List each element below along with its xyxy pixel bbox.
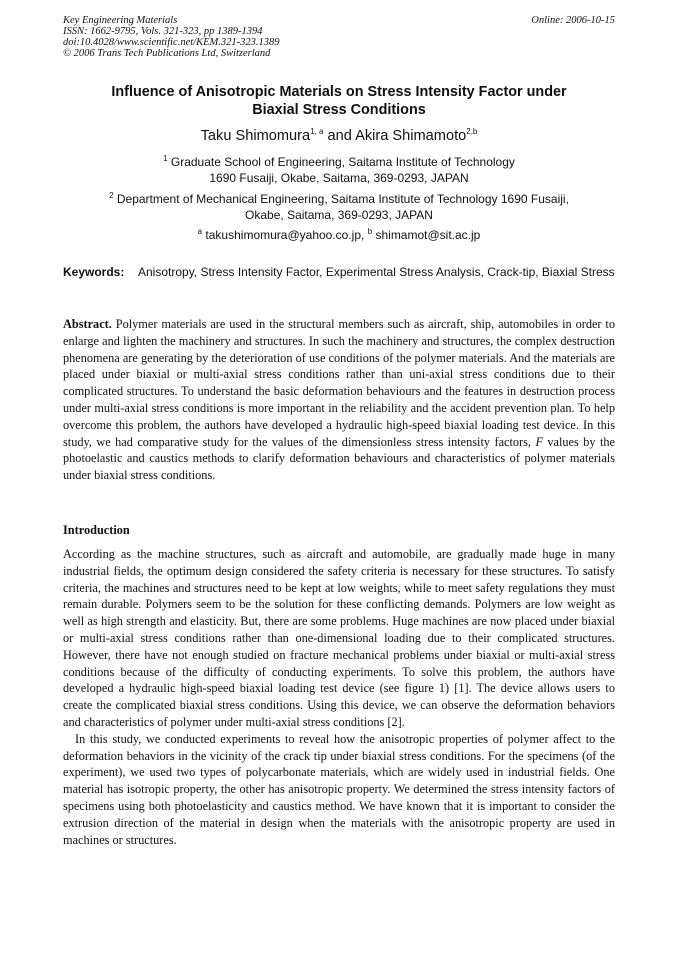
- journal-name: Key Engineering Materials: [63, 15, 178, 26]
- email-b: shimamot@sit.ac.jp: [372, 228, 481, 242]
- journal-header: [63, 15, 280, 59]
- affiliation-2-line-2: Okabe, Saitama, 369-0293, JAPAN: [245, 208, 433, 222]
- affiliation-2-line-1: Department of Mechanical Engineering, Saitama Institute of Technology 1690 Fusaiji,: [113, 192, 569, 206]
- online-date: Online: 2006-10-15: [531, 15, 615, 26]
- affiliation-1-line-1: Graduate School of Engineering, Saitama Institute of Technology: [167, 155, 515, 169]
- abstract-text-2: values by the photoelastic and caustics methods to clarify deformation behaviours and characteristics of polymer materials under biaxial stress conditions.: [63, 434, 615, 483]
- author-connector: and: [323, 128, 356, 144]
- email-a-marker: a: [197, 227, 203, 236]
- affiliation-1-line-2: 1690 Fusaiji, Okabe, Saitama, 369-0293, JAPAN: [209, 171, 469, 185]
- introduction-body: [63, 546, 615, 848]
- author-2: Akira Shimamoto: [355, 128, 467, 144]
- copyright-line: © 2006 Trans Tech Publications Ltd, Switzerland: [63, 48, 271, 59]
- abstract: [63, 316, 615, 484]
- author-1: Taku Shimomura: [200, 128, 311, 144]
- affiliation-1: [63, 154, 615, 186]
- symbol-f: F: [535, 434, 543, 449]
- keywords-label: Keywords:: [63, 265, 125, 279]
- affiliation-2-marker: 2: [109, 191, 114, 200]
- abstract-label: Abstract.: [63, 317, 112, 331]
- email-b-marker: b: [367, 227, 373, 236]
- author-2-affil: 2,b: [466, 127, 478, 137]
- doi-line: doi:10.4028/www.scientific.net/KEM.321-323.1389: [63, 37, 280, 48]
- author-list: [63, 127, 615, 145]
- author-1-affil: 1, a: [310, 127, 324, 137]
- title-line-1: Influence of Anisotropic Materials on Stress Intensity Factor under: [111, 84, 567, 100]
- issn-line: ISSN: 1662-9795, Vols. 321-323, pp 1389-1394: [63, 26, 263, 37]
- introduction-paragraph-2: In this study, we conducted experiments to reveal how the anisotropic properties of polymer affect to the deformation behaviors in the vicinity of the crack tip under biaxial stress conditions. For the specimens (of the experiment), we used two types of polycarbonate materials, which are widely used in industrial fields. One material has isotropic property, the other has anisotropic property. We determined the stress intensity factors of specimens using both photoelasticity and caustics method. We have known that it is important to consider the extrusion direction of the material in design when the materials with the anisotropic property are used in machines or structures.: [63, 731, 615, 847]
- email-a: takushimomura@yahoo.co.jp,: [202, 228, 368, 242]
- affiliation-2: [63, 191, 615, 223]
- keywords-text: Anisotropy, Stress Intensity Factor, Experimental Stress Analysis, Crack-tip, Biaxial Stress: [138, 265, 615, 279]
- keywords-block: [63, 264, 615, 280]
- title-line-2: Biaxial Stress Conditions: [252, 102, 426, 118]
- abstract-text-1: Polymer materials are used in the structural members such as aircraft, ship, automobiles in order to enlarge and lighten the machinery and structures. In such the machinery and structures, the complex destruction phenomena are generating by the deterioration of use conditions of the polymer materials. And the materials are placed under biaxial or multi-axial stress conditions rather than uni-axial stress conditions due to their complicated structures. To understand the basic deformation behaviours and the features in destruction process under multi-axial stress conditions is more important in the reliability and the accident prevention plan. To help overcome this problem, the authors have developed a hydraulic high-speed biaxial loading test device. In this study, we had comparative study for the values of the dimensionless stress intensity factors,: [63, 317, 615, 449]
- affiliation-1-marker: 1: [163, 154, 168, 163]
- paper-title: [63, 83, 615, 119]
- introduction-paragraph-1: According as the machine structures, such as aircraft and automobile, are gradually made huge in many industrial fields, the optimum design considered the safety criteria is necessary for these structures. To satisfy criteria, the machines and structures need to be kept at low weights, while to meet safety regulations they must remain durable. Polymers seem to be the solution for these conflicting demands. Polymers are low weight as well as high strength and elasticity. But, there are some problems. Huge machines are now placed under biaxial or multi-axial stress conditions rather than one-dimensional loading due to their complicated structures. However, there have not enough studied on fracture mechanical problems under biaxial or multi-axial stress conditions because of the difficulty of conducting experiments. To solve this problem, the authors have developed a hydraulic high-speed biaxial loading test device (see figure 1) [1]. The device allows users to create the complicated biaxial stress conditions. Using this device, we can observe the deformation behaviors and characteristics of polymer under multi-axial stress conditions [2].: [63, 547, 615, 729]
- introduction-heading: Introduction: [63, 523, 130, 537]
- email-line: [63, 227, 615, 243]
